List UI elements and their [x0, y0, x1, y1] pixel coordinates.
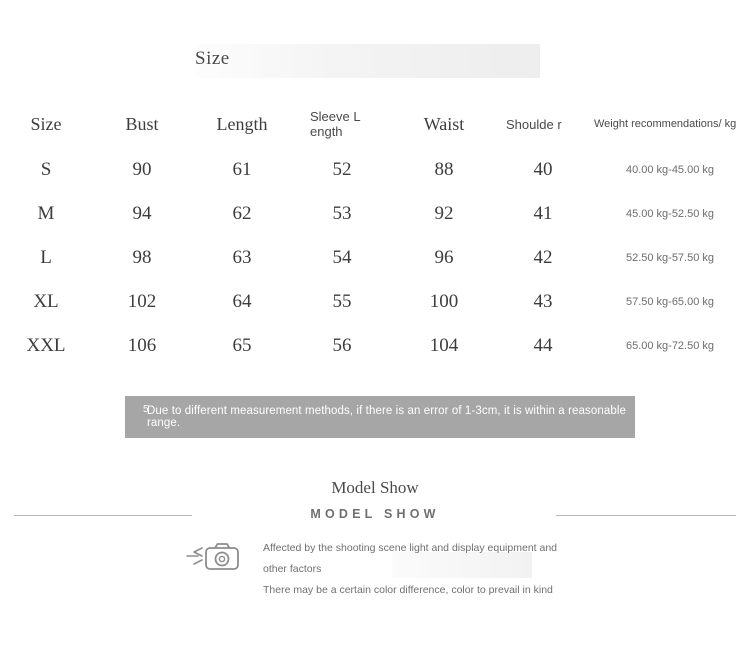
cell-weight: 65.00 kg-72.50 kg [625, 340, 715, 352]
column-header-shoulder: Shoulde r [506, 116, 562, 132]
cell-shoulder: 43 [533, 291, 553, 312]
measurement-note-bar [125, 396, 635, 438]
note-marker: 5 [143, 404, 149, 415]
cell-shoulder: 42 [533, 247, 553, 268]
cell-weight: 40.00 kg-45.00 kg [625, 164, 715, 176]
size-heading-background [195, 44, 540, 78]
cell-waist: 88 [434, 159, 454, 180]
table-row [0, 192, 750, 236]
table-row [0, 236, 750, 280]
disclaimer-line-2: There may be a certain color difference, color to prevail in kind [263, 584, 553, 596]
cell-length: 63 [232, 247, 252, 268]
camera-icon [182, 540, 246, 576]
cell-size: M [37, 203, 55, 224]
cell-bust: 94 [132, 203, 152, 224]
cell-waist: 104 [429, 335, 459, 356]
cell-weight: 52.50 kg-57.50 kg [625, 252, 715, 264]
column-header-waist: Waist [423, 113, 465, 134]
cell-bust: 102 [127, 291, 157, 312]
cell-sleeve-length: 54 [332, 247, 352, 268]
cell-shoulder: 44 [533, 335, 553, 356]
cell-waist: 96 [434, 247, 454, 268]
cell-sleeve-length: 56 [332, 335, 352, 356]
column-header-weight: Weight recommendations/ kg [594, 117, 737, 130]
cell-size: L [40, 247, 52, 268]
cell-waist: 100 [429, 291, 459, 312]
cell-size: S [40, 159, 52, 180]
column-header-bust: Bust [125, 113, 159, 134]
cell-shoulder: 41 [533, 203, 553, 224]
model-show-subtitle: MODEL SHOW [310, 507, 440, 521]
cell-bust: 106 [127, 335, 157, 356]
table-row [0, 324, 750, 368]
cell-bust: 98 [132, 247, 152, 268]
cell-size: XXL [26, 335, 66, 356]
table-row [0, 280, 750, 324]
cell-bust: 90 [132, 159, 152, 180]
cell-length: 61 [232, 159, 252, 180]
size-table [0, 100, 750, 368]
size-heading-label: Size [195, 48, 230, 69]
column-header-length: Length [216, 113, 268, 134]
color-disclaimer [263, 538, 563, 601]
table-header-row [0, 100, 750, 148]
disclaimer-line-1: Affected by the shooting scene light and display equipment and other factors [263, 542, 558, 575]
cell-size: XL [33, 291, 59, 312]
cell-length: 65 [232, 335, 252, 356]
table-row [0, 148, 750, 192]
cell-length: 64 [232, 291, 252, 312]
note-text: Due to different measurement methods, if there is an error of 1-3cm, it is within a reasonable range. [147, 405, 626, 429]
cell-shoulder: 40 [533, 159, 553, 180]
cell-weight: 45.00 kg-52.50 kg [625, 208, 715, 220]
cell-sleeve-length: 53 [332, 203, 352, 224]
size-heading [195, 44, 540, 78]
column-header-size: Size [30, 113, 62, 134]
cell-waist: 92 [434, 203, 454, 224]
cell-sleeve-length: 55 [332, 291, 352, 312]
cell-weight: 57.50 kg-65.00 kg [625, 296, 715, 308]
cell-sleeve-length: 52 [332, 159, 352, 180]
cell-length: 62 [232, 203, 252, 224]
model-show-title: Model Show [331, 478, 419, 497]
column-header-sleeve-length: Sleeve L ength [310, 109, 361, 139]
